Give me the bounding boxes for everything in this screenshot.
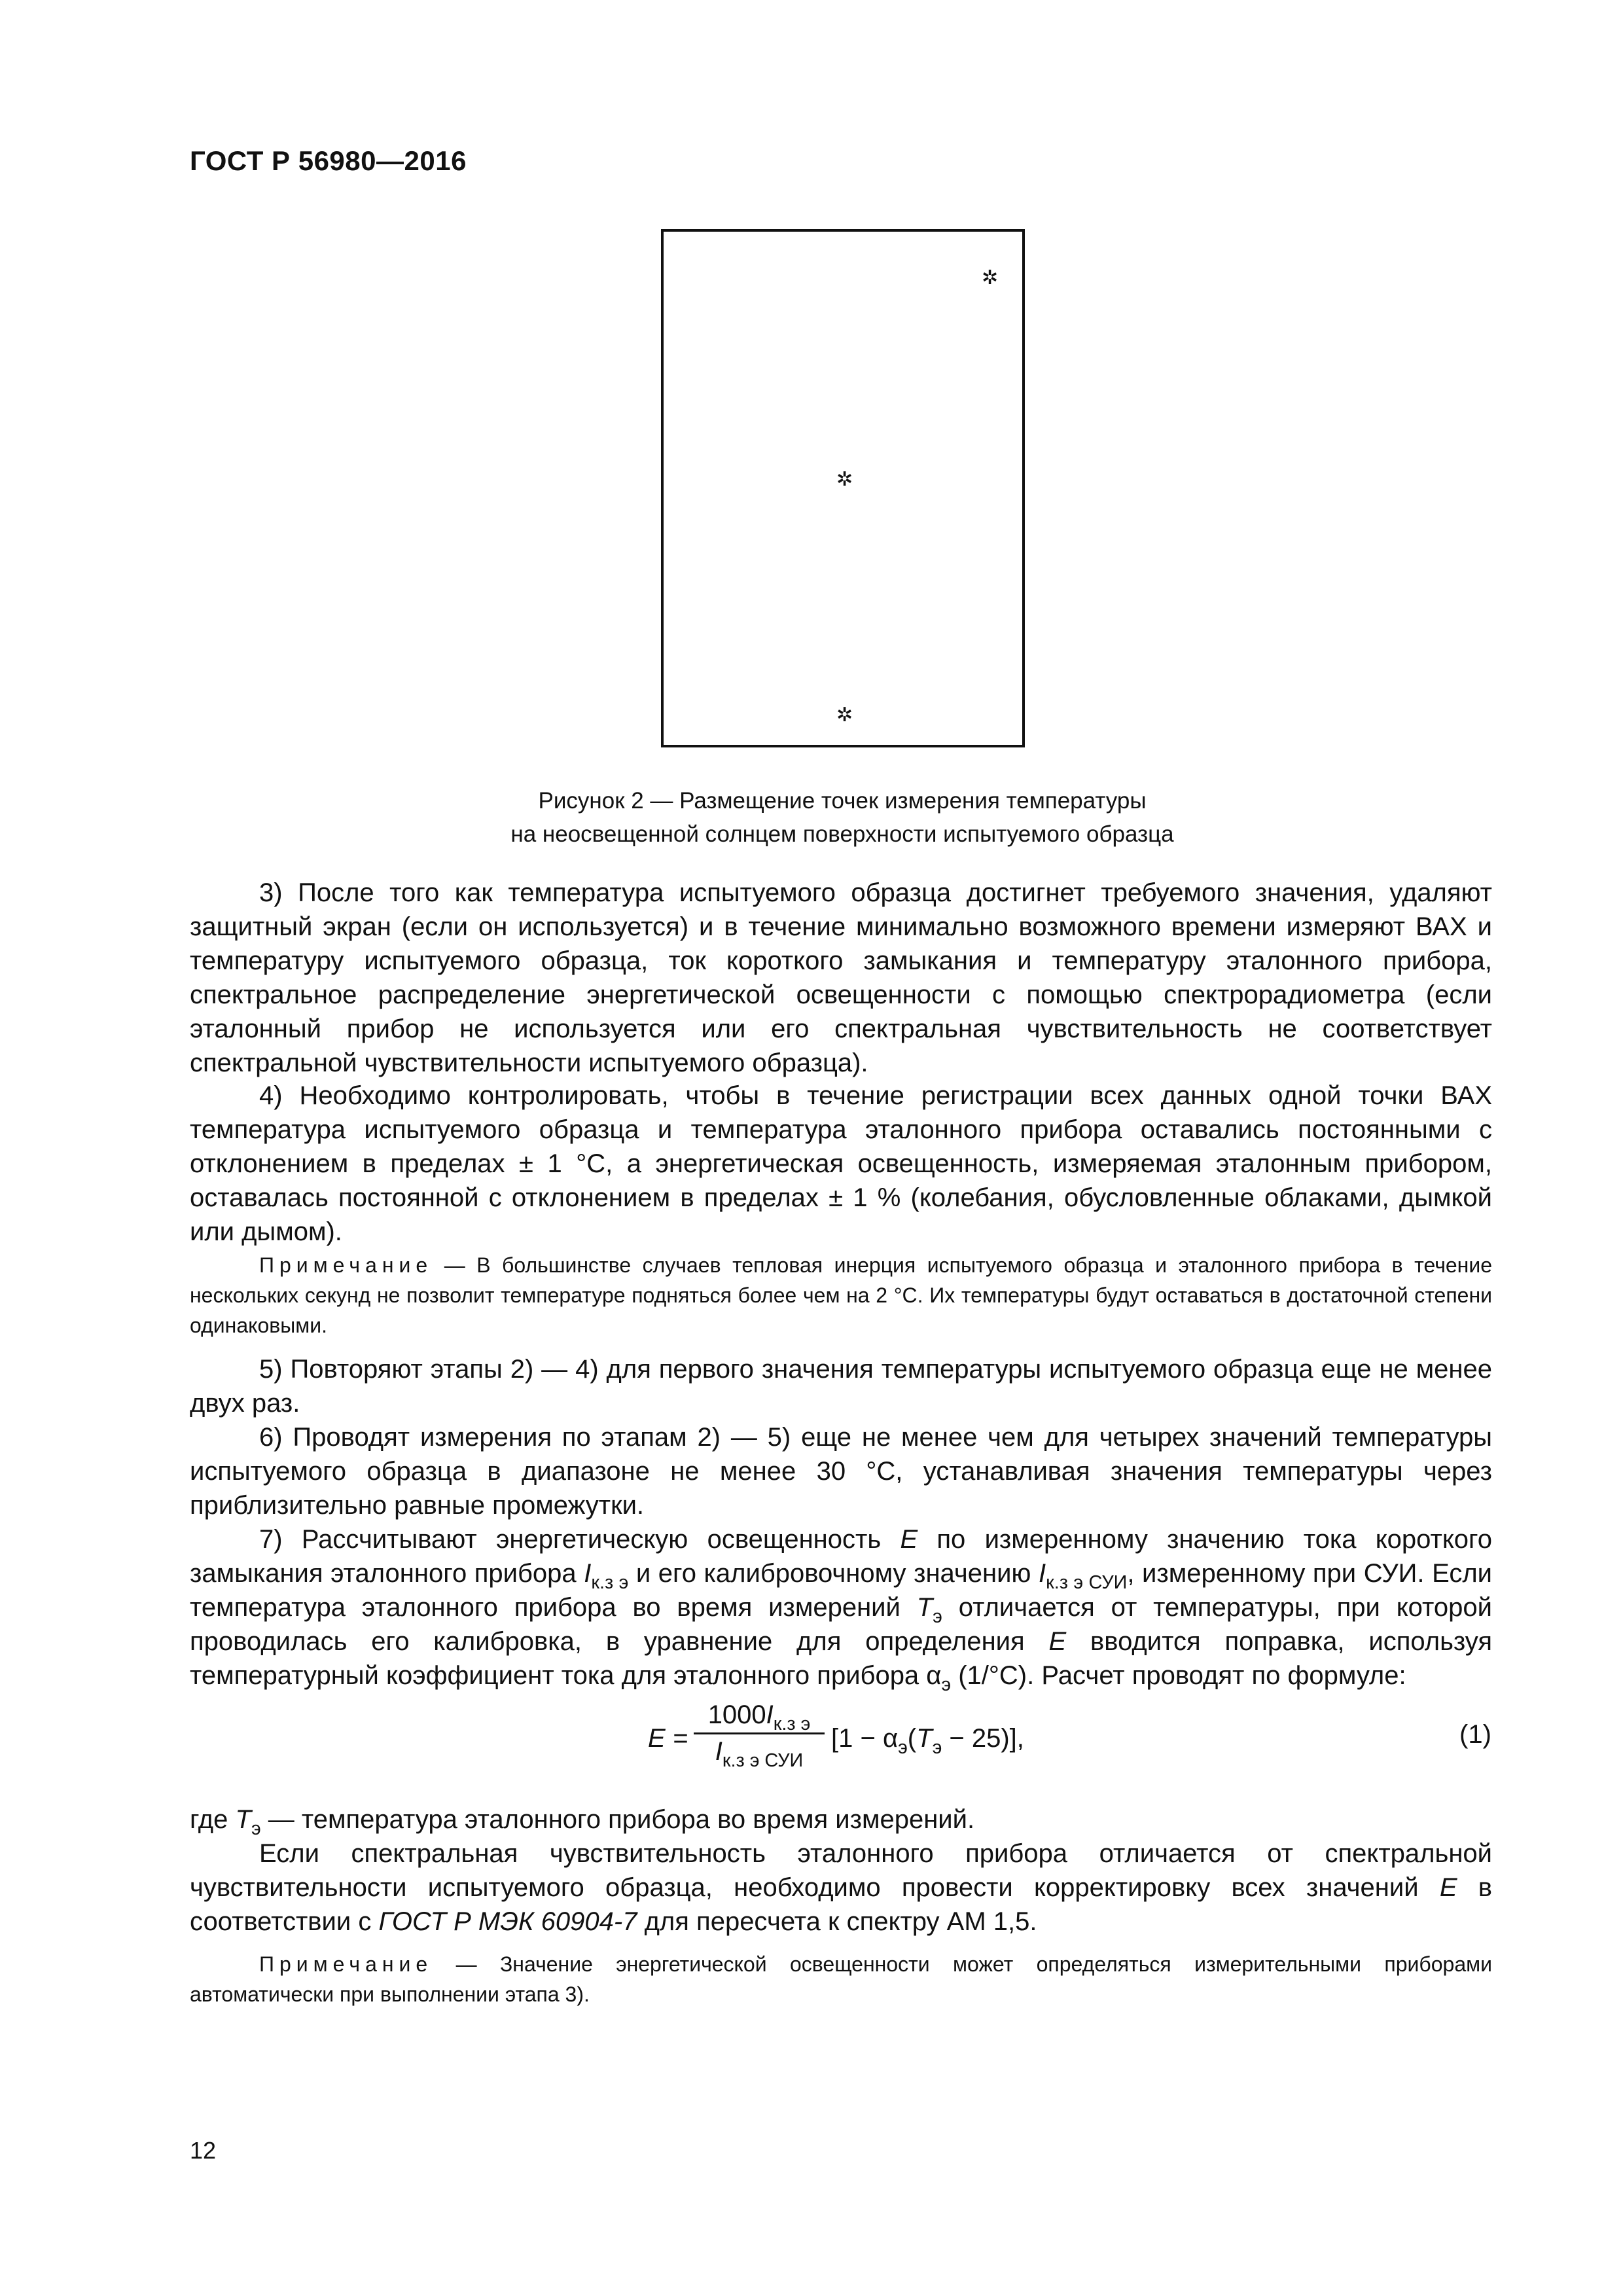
formula-fraction: $1000I_{к.з э}$ $I_{к.з э СУИ}$ (694, 1700, 825, 1767)
figure-caption-line: Рисунок 2 — Размещение точек измерения температуры (538, 788, 1147, 814)
figure-caption (190, 784, 1495, 851)
figure-panel (661, 229, 1025, 747)
paragraph-spectral-correction: Если спектральная чувствительность эталонного прибора отличается от спектральной чувствительности испытуемого образца, необходимо провести корректировку всех значений E в соответствии с ГОСТ Р МЭК 60904-7 для пересчета к спектру АМ 1,5. (190, 1839, 1493, 1936)
standard-reference: ГОСТ Р МЭК 60904-7 (378, 1907, 637, 1936)
paragraph-step-5: 5) Повторяют этапы 2) — 4) для первого значения температуры испытуемого образца еще не менее двух раз. (190, 1355, 1492, 1418)
paragraph-step-7: 7) Рассчитывают энергетическую освещенность E по измеренному значению тока короткого замыкания эталонного прибора $I_{к.з э}$ и его калибровочному значению $I_{к.з э СУИ}$, измеренному при СУИ. Если температура эталонного прибора во время измерений $T_э$ отличается от температуры, при которой проводилась его калибровка, в уравнение для определения E вводится поправка, используя температурный коэффициент тока для эталонного прибора $\alpha_э$ (1/°С). Расчет проводят по формуле: (190, 1525, 1493, 1696)
note-label: Примечание (259, 1253, 433, 1277)
measurement-point-icon: ✲ (982, 267, 999, 289)
note-label: Примечание (259, 1952, 433, 1976)
paragraph-step-6: 6) Проводят измерения по этапам 2) — 5) еще не менее чем для четырех значений температуры испытуемого образца в диапазоне не менее 30 °С, устанавливая значения температуры через приблизительно равные промежутки. (190, 1423, 1492, 1520)
formula-1: E = $1000I_{к.з э}$ $I_{к.з э СУИ}$ $[1 - \alpha_э(T_э - 25)]$, (648, 1700, 1024, 1772)
document-header: ГОСТ Р 56980—2016 (190, 145, 467, 176)
page-number: 12 (190, 2137, 217, 2164)
measurement-point-icon: ✲ (836, 704, 853, 726)
note-2: Примечание — Значение энергетической освещенности может определяться измерительными приборами автоматически при выполнении этапа 3). (190, 1952, 1492, 2006)
measurement-point-icon: ✲ (836, 469, 853, 490)
paragraph-step-4: 4) Необходимо контролировать, чтобы в течение регистрации всех данных одной точки ВАХ температура испытуемого образца и температура эталонного прибора оставались постоянными с отклонением в пределах ± 1 °С, а энергетическая освещенность, измеряемая эталонным прибором, оставалась постоянной с отклонением в пределах ± 1 % (колебания, обусловленные облаками, дымкой или дымом). (190, 1081, 1492, 1246)
note-1: Примечание — В большинстве случаев тепловая инерция испытуемого образца и эталонного прибора в течение нескольких секунд не позволит температуре подняться более чем на 2 °С. Их температуры будут оставаться в достаточной степени одинаковыми. (190, 1253, 1492, 1337)
formula-number: (1) (1459, 1720, 1491, 1749)
paragraph-step-3: 3) После того как температура испытуемого образца достигнет требуемого значения, удаляют защитный экран (если он используется) и в течение минимально возможного времени измеряют ВАХ и температуру испытуемого образца, ток короткого замыкания и температуру эталонного прибора, спектральное распределение энергетической освещенности с помощью спектрорадиометра (если эталонный прибор не используется или его спектральная чувствительность не соответствует спектральной чувствительности испытуемого образца). (190, 878, 1492, 1077)
paragraph-where: где $T_э$ — температура эталонного прибора во время измерений. (190, 1805, 975, 1840)
figure-caption-line: на неосвещенной солнцем поверхности испытуемого образца (510, 821, 1174, 847)
